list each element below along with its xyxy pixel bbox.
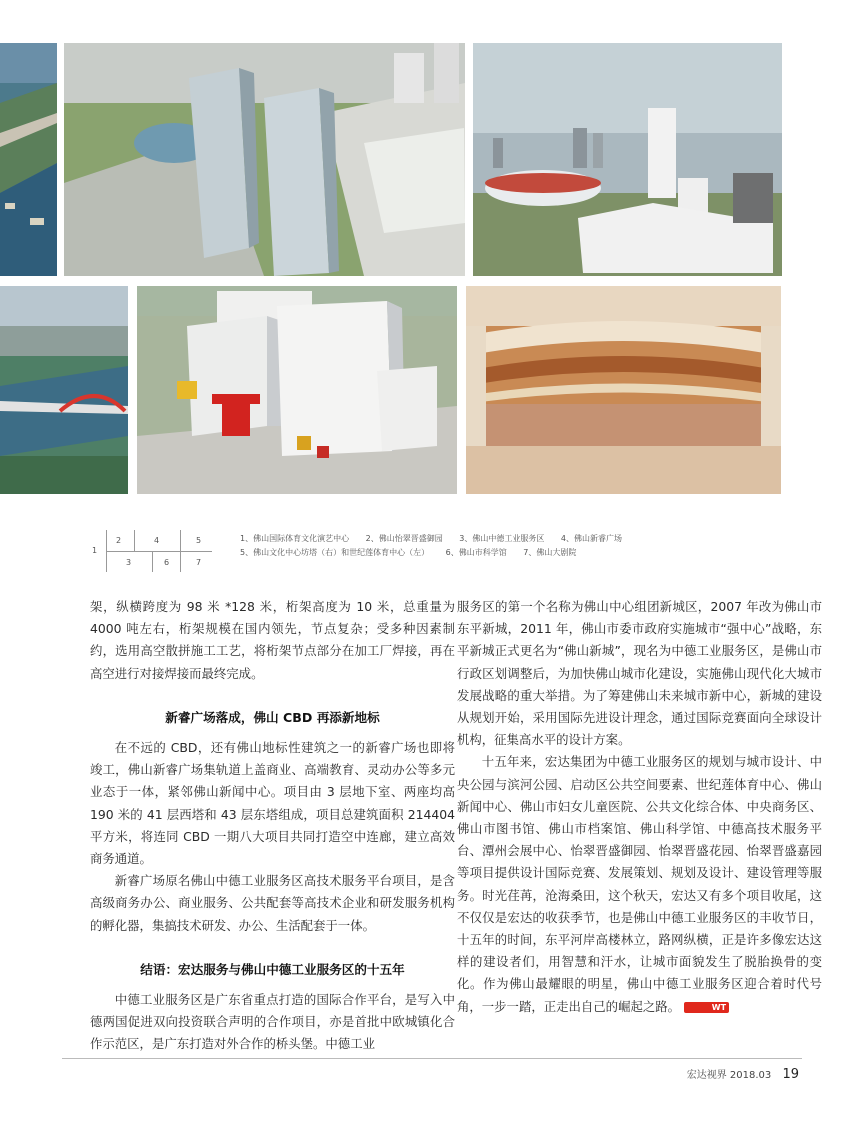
- caption-photo-key-grid: [92, 530, 212, 572]
- key-number: 3: [126, 558, 132, 567]
- photo-riverside-aerial: [0, 43, 57, 276]
- paragraph: 新睿广场原名佛山中德工业服务区高技术服务平台项目，是含高级商务办公、商业服务、公共配套等高技术企业和研发服务机构的孵化器，集搞技术研发、办公、生活配套于一体。: [90, 873, 455, 933]
- page-footer: [687, 1066, 799, 1082]
- paragraph-text: 十五年来，宏达集团为中德工业服务区的规划与城市设计、中央公园与滨河公园、启动区公共空间要素、世纪莲体育中心、佛山新闻中心、佛山市妇女儿童医院、公共文化综合体、中央商务区、佛山市图书馆、佛山市档案馆、佛山科学馆、中德高技术服务平台、潭州会展中心、怡翠晋盛御园、怡翠晋盛花园、怡翠晋盛嘉园等项目提供设计国际竞赛、发展策划、规划及设计、建设管理等服务。时光荏苒，沧海桑田，这个秋天，宏达又有多个项目收尾，这不仅仅是宏达的收获季节，也是佛山中德工业服务区的丰收节日，十五年的时间，东平河岸高楼林立，路网纵横，正是许多像宏达这样的建设者们，用智慧和汗水，让城市面貌发生了脱胎换骨的变化。作为佛山最耀眼的明星，佛山中德工业服务区迎合着时代号角，一步一踏，正走出自己的崛起之路。: [457, 754, 822, 1014]
- caption-item: 4、佛山新睿广场: [560, 534, 623, 543]
- photo-cultural-center-render: [137, 286, 457, 494]
- caption-item: 5、佛山文化中心坊塔（右）和世纪莲体育中心（左）: [240, 548, 430, 557]
- paragraph: [457, 751, 822, 1017]
- end-mark-logo: WT: [684, 1002, 729, 1013]
- page-number: 19: [782, 1067, 799, 1082]
- caption-item: 1、佛山国际体育文化演艺中心: [240, 534, 350, 543]
- paragraph: 服务区的第一个名称为佛山中心组团新城区，2007 年改为佛山市东平新城，2011 年，佛山市委市政府实施城市“强中心”战略，东平新城正式更名为“佛山新城”，现名为中德工业服务区，是佛山市行政区划调整后，为加快佛山城市化建设，实施佛山现代化大城市发展战略的重大举措。为了筹建佛山未来城市新中心，新城的建设从规划开始，采用国际先进设计理念，通过国际竞赛面向全球设计机构，征集高水平的设计方案。: [457, 599, 822, 748]
- caption-item: 7、佛山大剧院: [523, 548, 577, 557]
- caption-item: 6、佛山市科学馆: [445, 548, 507, 557]
- photo-grand-theatre-interior: [466, 286, 781, 494]
- issue-number: 2018.03: [729, 1070, 772, 1081]
- section-heading: 新睿广场落成，佛山 CBD 再添新地标: [165, 709, 380, 725]
- key-number: 5: [196, 536, 202, 545]
- key-number: 4: [154, 536, 160, 545]
- photo-captions: [240, 532, 800, 560]
- paragraph: 中德工业服务区是广东省重点打造的国际合作平台，是写入中德两国促进双向投资联合声明的合作项目，亦是首批中欧城镇化合作示范区，是广东打造对外合作的桥头堡。中德工业: [90, 992, 455, 1052]
- key-number: 7: [196, 558, 202, 567]
- paragraph: 在不远的 CBD，还有佛山地标性建筑之一的新睿广场也即将竣工，佛山新睿广场集轨道上盖商业、高端教育、灵动办公等多元业态于一体，紧邻佛山新闻中心。项目由 3 层地下室、两座均高 190 米的 41 层西塔和 43 层东塔组成，项目总建筑面积 214404 平方米，将连同 CBD 一期八大项目共同打造空中连廊，建立高效商务通道。: [90, 740, 455, 867]
- paragraph: 架，纵横跨度为 98 米 *128 米，桁架高度为 10 米，总重量为 4000 吨左右，桁架规模在国内领先，节点复杂；受多种因素制约，选用高空散拼施工工艺，将桁架节点部分在加工厂焊接，再在高空进行对接焊接而最终完成。: [90, 599, 455, 681]
- caption-item: 3、佛山中德工业服务区: [459, 534, 545, 543]
- footer-divider: [62, 1058, 802, 1059]
- key-number: 1: [92, 546, 98, 555]
- photo-sports-performance-center: [473, 43, 782, 276]
- photo-bridge-river: [0, 286, 128, 494]
- caption-item: 2、佛山怡翠晋盛御园: [365, 534, 443, 543]
- magazine-name: 宏达视界: [686, 1070, 727, 1081]
- article-right-column: [457, 596, 822, 1018]
- article-left-column: [90, 596, 455, 1056]
- key-number: 2: [116, 536, 122, 545]
- photo-twin-towers-aerial: [64, 43, 465, 276]
- key-number: 6: [164, 558, 170, 567]
- section-heading: 结语：宏达服务与佛山中德工业服务区的十五年: [140, 961, 405, 977]
